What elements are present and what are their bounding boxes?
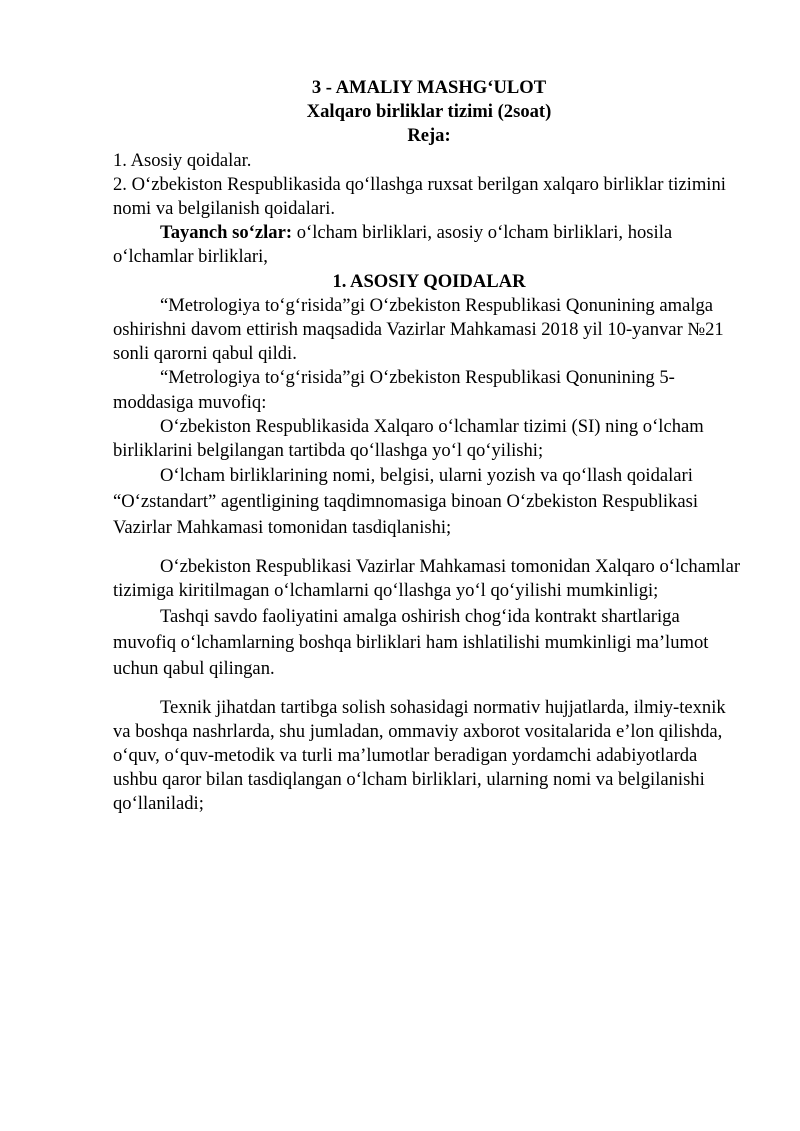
document-title: 3 - AMALIY MASHG‘ULOT bbox=[311, 77, 547, 98]
plan-item-1: 1. Asosiy qoidalar. bbox=[113, 149, 252, 171]
body-paragraph-7: Texnik jihatdan tartibga solish sohasidagi normativ hujjatlarda, ilmiy-texnik va boshqa nashrlarda, shu jumladan, ommaviy axborot vositalarida e’lon qilishda, o‘quv, o‘quv-metodik va turli ma’lumotlar beradigan yordamchi adabiyotlarda ushbu qaror bilan tasdiqlangan o‘lcham birliklari, ularning nomi va belgilanishi qo‘llaniladi; bbox=[113, 696, 726, 815]
body-paragraph-3: O‘zbekiston Respublikasida Xalqaro o‘lchamlar tizimi (SI) ning o‘lcham birliklarini belgilangan tartibda qo‘llashga yo‘l qo‘yilishi; bbox=[113, 415, 704, 462]
keywords-label: Tayanch so‘zlar: bbox=[160, 222, 293, 244]
body-paragraph-1: “Metrologiya to‘g‘risida”gi O‘zbekiston Respublikasi Qonunining amalga oshirishni davom ettirish maqsadida Vazirlar Mahkamasi 2018 yil 10-yanvar №21 sonli qarorni qabul qildi. bbox=[113, 294, 724, 365]
document-page bbox=[113, 76, 745, 817]
body-paragraph-4: O‘lcham birliklarining nomi, belgisi, ularni yozish va qo‘llash qoidalari “O‘zstandart” agentligining taqdimnomasiga binoan O‘zbekiston Respublikasi Vazirlar Mahkamasi tomonidan tasdiqlanishi; bbox=[113, 465, 699, 539]
section-heading: 1. ASOSIY QOIDALAR bbox=[332, 270, 526, 292]
keywords-paragraph bbox=[113, 221, 745, 269]
document-subtitle: Xalqaro birliklar tizimi (2soat) bbox=[306, 101, 552, 123]
body-paragraph-2: “Metrologiya to‘g‘risida”gi O‘zbekiston Respublikasi Qonunining 5-moddasiga muvofiq: bbox=[113, 367, 675, 413]
keywords-text: o‘lcham birliklari, asosiy o‘lcham birliklari, hosila o‘lchamlar birliklari, bbox=[113, 222, 673, 268]
plan-heading: Reja: bbox=[407, 125, 451, 147]
plan-item-2: 2. O‘zbekiston Respublikasida qo‘llashga ruxsat berilgan xalqaro birliklar tizimini nomi va belgilanish qoidalari. bbox=[113, 173, 726, 220]
body-paragraph-6: Tashqi savdo faoliyatini amalga oshirish chog‘ida kontrakt shartlariga muvofiq o‘lchamlarning boshqa birliklari ham ishlatilishi mumkinligi ma’lumot uchun qabul qilingan. bbox=[113, 605, 709, 679]
body-paragraph-5: O‘zbekiston Respublikasi Vazirlar Mahkamasi tomonidan Xalqaro o‘lchamlar tizimiga kiritilmagan o‘lchamlarni qo‘llashga yo‘l qo‘yilishi mumkinligi; bbox=[113, 556, 741, 602]
